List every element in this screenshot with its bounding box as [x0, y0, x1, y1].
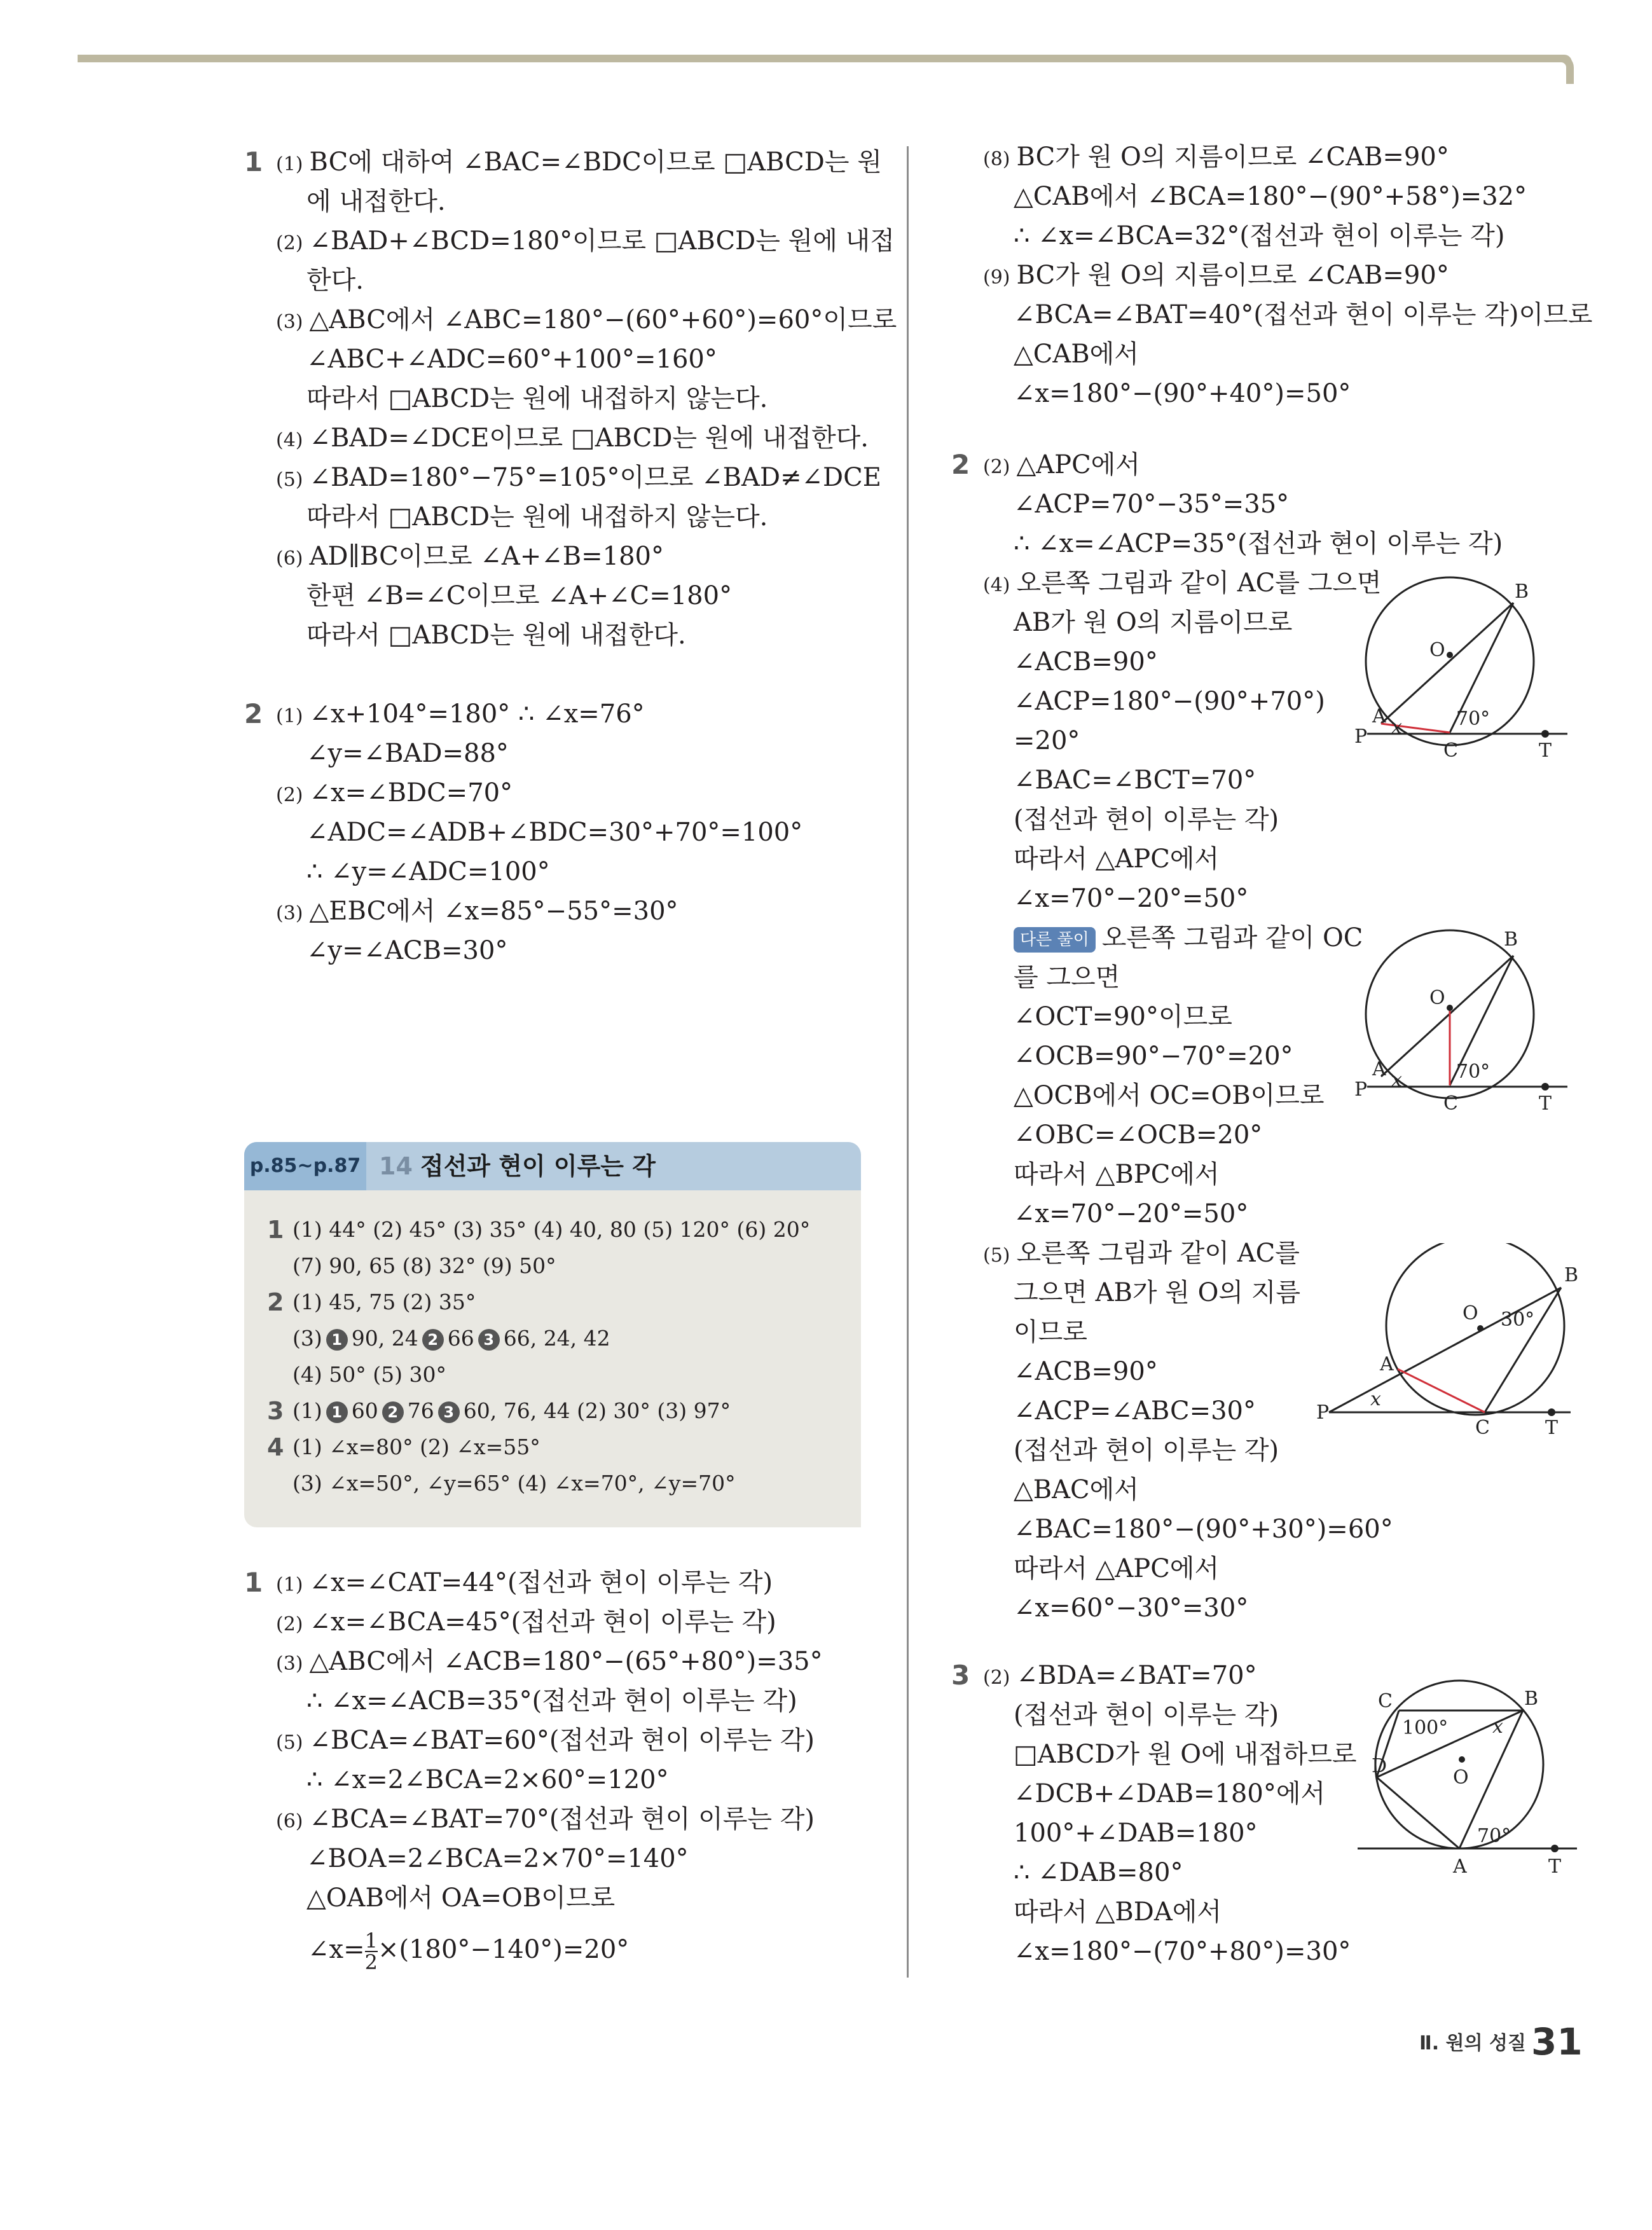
solution-line	[306, 343, 717, 375]
solution-line	[306, 856, 550, 888]
solution-line	[1014, 1395, 1256, 1427]
fig3-label-b: B	[1564, 1264, 1579, 1286]
line-text: ∠x=∠CAT=44°(접선과 현이 이루는 각)	[309, 1568, 773, 1597]
top-decor-bar-end	[1561, 55, 1574, 84]
answer-row	[293, 1398, 731, 1424]
solution-line	[1014, 685, 1325, 717]
solution-line	[983, 567, 1382, 602]
answer-row: (1) ∠x=80° (2) ∠x=55°	[293, 1435, 540, 1459]
sub-number: (3)	[276, 902, 303, 925]
line-text: △ABC에서 ∠ABC=180°−(60°+60°)=60°이므로	[309, 305, 897, 334]
fig3-label-x: x	[1370, 1388, 1381, 1410]
line-text: 에 내접한다.	[306, 187, 446, 216]
fig3-label-a: A	[1380, 1353, 1394, 1375]
line-text: △APC에서	[1016, 450, 1140, 479]
step-circle-icon: 1	[326, 1329, 348, 1351]
solution-line	[1014, 1001, 1232, 1033]
line-text: ∠BAC=∠BCT=70°	[1014, 766, 1256, 795]
fig4-label-o: O	[1453, 1766, 1469, 1789]
fig1-label-p: P	[1354, 726, 1368, 748]
fig3-label-o: O	[1463, 1302, 1478, 1325]
line-text: 한편 ∠B=∠C이므로 ∠A+∠C=180°	[306, 581, 733, 610]
line-text: ∠DCB+∠DAB=180°에서	[1014, 1779, 1326, 1808]
problem-number: 2	[244, 698, 263, 729]
fraction-numerator: 1	[364, 1929, 378, 1953]
answer-number: 3	[267, 1397, 284, 1425]
solution-line	[1014, 804, 1279, 836]
answer-text: 76	[407, 1398, 434, 1423]
solution-line	[306, 1843, 689, 1875]
answer-text: (3)	[293, 1326, 322, 1351]
line-text: 따라서 □ABCD는 원에 내접하지 않는다.	[306, 502, 768, 532]
line-text: BC가 원 O의 지름이므로 ∠CAB=90°	[1016, 261, 1449, 290]
solution-line	[276, 698, 645, 733]
solution-line	[1014, 299, 1592, 331]
fig4-label-c: C	[1378, 1690, 1393, 1712]
line-text: ∠ACB=90°	[1014, 1357, 1158, 1386]
solution-line	[1014, 1316, 1087, 1348]
line-text: 따라서 △APC에서	[1014, 1554, 1220, 1583]
answer-row: (4) 50° (5) 30°	[293, 1362, 446, 1387]
solution-line	[1014, 1513, 1393, 1545]
solution-line	[306, 265, 364, 296]
line-text: △OCB에서 OC=OB이므로	[1014, 1081, 1325, 1110]
fig2-label-t: T	[1539, 1092, 1552, 1115]
solution-line	[1014, 1778, 1325, 1810]
step-circle-icon: 2	[382, 1401, 404, 1423]
line-text: AD∥BC이므로 ∠A+∠B=180°	[309, 542, 664, 571]
solution-line	[1014, 922, 1363, 954]
fraction-post: ×(180°−140°)=20°	[377, 1935, 630, 1964]
solution-line	[306, 580, 732, 612]
fig2-angle: 70°	[1456, 1061, 1490, 1083]
line-text: 를 그으면	[1014, 963, 1120, 992]
sub-number: (2)	[983, 1667, 1010, 1689]
line-text: ∴ ∠x=∠BCA=32°(접선과 현이 이루는 각)	[1014, 221, 1505, 251]
page-range-tag: p.85~p.87	[244, 1142, 366, 1190]
answer-number: 4	[267, 1433, 284, 1461]
line-text: □ABCD가 원 O에 내접하므로	[1014, 1740, 1357, 1769]
line-text: ∴ ∠DAB=80°	[1014, 1858, 1183, 1887]
fig4-label-a: A	[1453, 1855, 1467, 1878]
section-title-text: 접선과 현이 이루는 각	[420, 1152, 656, 1180]
fraction-line	[308, 1931, 629, 1972]
line-text: (접선과 현이 이루는 각)	[1014, 1436, 1279, 1465]
line-text: ∠x=∠BCA=45°(접선과 현이 이루는 각)	[309, 1607, 776, 1637]
line-text: △OAB에서 OA=OB이므로	[306, 1883, 616, 1913]
answer-text: 66, 24, 42	[503, 1326, 610, 1351]
line-text: △ABC에서 ∠ACB=180°−(65°+80°)=35°	[309, 1647, 823, 1676]
sub-number: (2)	[276, 232, 303, 254]
sub-number: (9)	[983, 266, 1010, 289]
fig2-label-p: P	[1354, 1078, 1368, 1101]
fig2-label-o: O	[1429, 987, 1445, 1009]
solution-line	[306, 1685, 797, 1717]
line-text: ∠ABC+∠ADC=60°+100°=160°	[306, 345, 717, 374]
solution-line	[306, 186, 446, 217]
line-text: 따라서 △BPC에서	[1014, 1160, 1220, 1189]
line-text: 오른쪽 그림과 같이 AC를 그으면	[1016, 568, 1382, 598]
fig3-label-t: T	[1545, 1417, 1559, 1439]
solution-line	[1014, 961, 1120, 993]
line-text: △EBC에서 ∠x=85°−55°=30°	[309, 897, 678, 926]
solution-line	[1014, 1592, 1248, 1624]
solution-line	[306, 935, 507, 967]
solution-line	[306, 738, 509, 769]
solution-line	[306, 816, 802, 848]
fig2-label-b: B	[1504, 928, 1518, 951]
fig2-label-a: A	[1372, 1058, 1386, 1080]
solution-line	[1014, 378, 1351, 410]
line-text: 이므로	[1014, 1318, 1087, 1347]
section-number: 14	[379, 1152, 413, 1180]
line-text: ∠ACP=∠ABC=30°	[1014, 1396, 1256, 1426]
line-text: ∠BAD=∠DCE이므로 □ABCD는 원에 내접한다.	[309, 423, 869, 453]
solution-line	[1014, 1277, 1300, 1309]
fig4-label-x: x	[1492, 1716, 1503, 1738]
line-text: ∠BAD+∠BCD=180°이므로 □ABCD는 원에 내접	[309, 226, 895, 256]
solution-line	[1014, 1738, 1357, 1770]
sub-number: (4)	[276, 429, 303, 451]
step-circle-icon: 2	[422, 1329, 444, 1351]
line-text: ∠BCA=∠BAT=40°(접선과 현이 이루는 각)이므로	[1014, 300, 1593, 329]
solution-line	[1014, 1159, 1220, 1190]
sub-number: (1)	[276, 1574, 303, 1596]
fig1-label-b: B	[1515, 581, 1529, 603]
fig1-label-x: x	[1391, 716, 1402, 738]
line-text: ∴ ∠x=∠ACB=35°(접선과 현이 이루는 각)	[306, 1686, 797, 1716]
fig4-angle-2: 70°	[1477, 1825, 1511, 1847]
solution-line	[1014, 1040, 1293, 1072]
line-text: 오른쪽 그림과 같이 OC	[1101, 923, 1363, 953]
solution-line	[276, 422, 869, 457]
solution-line	[276, 540, 664, 575]
fraction	[365, 1931, 378, 1972]
line-text: 따라서 △BDA에서	[1014, 1897, 1222, 1927]
line-text: ∠x=60°−30°=30°	[1014, 1593, 1249, 1623]
solution-line	[306, 501, 767, 533]
answer-text: 60	[351, 1398, 378, 1423]
answer-text: 66	[447, 1326, 474, 1351]
top-decor-bar	[78, 55, 1572, 62]
line-text: =20°	[1014, 726, 1080, 755]
solution-line	[1014, 764, 1256, 796]
solution-line	[276, 1606, 776, 1641]
fig4-label-t: T	[1548, 1855, 1562, 1878]
solution-line	[1014, 646, 1158, 678]
answer-row: (3) ∠x=50°, ∠y=65° (4) ∠x=70°, ∠y=70°	[293, 1471, 736, 1496]
solution-line	[276, 462, 881, 496]
circle-figure-1	[1354, 572, 1577, 776]
solution-line	[276, 777, 513, 811]
line-text: △CAB에서	[1014, 340, 1139, 369]
line-text: ∠x=70°−20°=50°	[1014, 1199, 1249, 1229]
fig1-label-c: C	[1443, 740, 1458, 762]
line-text: ∠OBC=∠OCB=20°	[1014, 1120, 1263, 1150]
sub-number: (3)	[276, 311, 303, 333]
answer-text: 60, 76, 44 (2) 30° (3) 97°	[463, 1398, 731, 1423]
line-text: AB가 원 O의 지름이므로	[1014, 608, 1293, 637]
solution-line	[276, 1803, 815, 1838]
sub-number: (6)	[276, 547, 303, 570]
line-text: ∠ADC=∠ADB+∠BDC=30°+70°=100°	[306, 818, 803, 847]
solution-line	[983, 259, 1449, 294]
solution-line	[1014, 1435, 1279, 1466]
line-text: 그으면 AB가 원 O의 지름	[1014, 1278, 1301, 1307]
line-text: ∠y=∠ACB=30°	[306, 936, 508, 965]
solution-line	[1014, 1474, 1139, 1506]
step-circle-icon: 3	[478, 1329, 500, 1351]
line-text: △CAB에서 ∠BCA=180°−(90°+58°)=32°	[1014, 182, 1527, 211]
line-text: ∠x=70°−20°=50°	[1014, 884, 1249, 913]
answer-row	[293, 1326, 610, 1351]
fig1-label-a: A	[1372, 705, 1386, 727]
line-text: 따라서 □ABCD는 원에 내접한다.	[306, 621, 686, 650]
line-text: ∠BDA=∠BAT=70°	[1016, 1661, 1257, 1690]
line-text: ∠BAD=180°−75°=105°이므로 ∠BAD≠∠DCE	[309, 463, 881, 492]
column-divider	[907, 146, 909, 1978]
solution-line	[983, 141, 1449, 176]
step-circle-icon: 3	[438, 1401, 460, 1423]
solution-line	[1014, 1119, 1262, 1151]
fig2-label-c: C	[1443, 1092, 1458, 1115]
line-text: ∠y=∠BAD=88°	[306, 739, 509, 768]
alt-solution-badge: 다른 풀이	[1014, 927, 1096, 953]
solution-line	[276, 225, 895, 259]
line-text: ∠x=∠BDC=70°	[309, 778, 513, 808]
answer-text: 90, 24	[351, 1326, 418, 1351]
line-text: BC가 원 O의 지름이므로 ∠CAB=90°	[1016, 142, 1449, 172]
fig3-label-p: P	[1316, 1401, 1330, 1424]
solution-line	[1014, 1699, 1279, 1731]
sub-number: (5)	[276, 1731, 303, 1754]
line-text: ∴ ∠x=∠ACP=35°(접선과 현이 이루는 각)	[1014, 529, 1503, 558]
line-text: ∠x=180°−(90°+40°)=50°	[1014, 379, 1351, 408]
line-text: 한다.	[306, 266, 364, 295]
chapter-footer: Ⅱ. 원의 성질	[1419, 2032, 1526, 2054]
fig1-label-o: O	[1429, 639, 1445, 661]
sub-number: (8)	[983, 148, 1010, 170]
sub-number: (4)	[983, 574, 1010, 596]
fraction-denominator: 2	[364, 1950, 378, 1974]
solution-line	[276, 1567, 773, 1601]
line-text: △BAC에서	[1014, 1475, 1139, 1504]
step-circle-icon: 1	[326, 1401, 348, 1423]
solution-line	[1014, 843, 1219, 875]
line-text: 100°+∠DAB=180°	[1014, 1819, 1258, 1848]
solution-line	[1014, 1080, 1325, 1112]
fig4-label-b: B	[1524, 1688, 1539, 1710]
solution-line	[1014, 883, 1248, 914]
answer-row: (7) 90, 65 (8) 32° (9) 50°	[293, 1253, 556, 1278]
sub-number: (6)	[276, 1810, 303, 1833]
answer-row: (1) 45, 75 (2) 35°	[293, 1290, 476, 1314]
circle-figure-2	[1354, 925, 1577, 1129]
line-text: 오른쪽 그림과 같이 AC를	[1016, 1239, 1300, 1268]
answer-number: 1	[267, 1216, 284, 1244]
solution-line	[1014, 1198, 1248, 1230]
problem-number: 1	[244, 1567, 263, 1598]
solution-line	[983, 1660, 1257, 1694]
solution-line	[276, 1646, 823, 1680]
circle-figure-3	[1316, 1243, 1583, 1447]
sub-number: (2)	[276, 784, 303, 806]
circle-figure-4	[1358, 1676, 1580, 1879]
solution-line	[276, 146, 882, 181]
sub-number: (2)	[276, 1613, 303, 1635]
page-number: 31	[1531, 2020, 1583, 2063]
fig4-angle-1: 100°	[1402, 1717, 1449, 1739]
solution-line	[1014, 338, 1139, 370]
solution-line	[306, 1764, 669, 1796]
solution-line	[1014, 1553, 1219, 1585]
solution-line	[1014, 181, 1527, 212]
sub-number: (5)	[983, 1244, 1010, 1267]
solution-line	[276, 1724, 815, 1759]
fig2-label-x: x	[1391, 1069, 1402, 1091]
line-text: ∠ACP=70°−35°=35°	[1014, 490, 1290, 519]
line-text: ∠BCA=∠BAT=60°(접선과 현이 이루는 각)	[309, 1726, 815, 1755]
solution-line	[1014, 607, 1292, 638]
line-text: ∠OCT=90°이므로	[1014, 1002, 1232, 1031]
problem-number: 2	[951, 449, 970, 480]
sub-number: (5)	[276, 469, 303, 491]
fig3-label-c: C	[1475, 1417, 1490, 1439]
line-text: (접선과 현이 이루는 각)	[1014, 1700, 1279, 1730]
fig1-label-t: T	[1539, 740, 1552, 762]
line-text: BC에 대하여 ∠BAC=∠BDC이므로 □ABCD는 원	[309, 148, 882, 177]
solution-line	[983, 1237, 1300, 1272]
sub-number: (1)	[276, 153, 303, 176]
fig1-angle: 70°	[1456, 708, 1490, 730]
solution-line	[1014, 1896, 1222, 1928]
solution-line	[1014, 220, 1504, 252]
solution-line	[306, 619, 686, 651]
line-text: ∠x+104°=180° ∴ ∠x=76°	[309, 699, 645, 729]
solution-line	[983, 449, 1140, 483]
solution-line	[1014, 488, 1289, 520]
solution-line	[276, 304, 897, 338]
line-text: ∠BCA=∠BAT=70°(접선과 현이 이루는 각)	[309, 1805, 815, 1834]
fraction-pre: ∠x=	[308, 1935, 365, 1964]
section-title	[379, 1142, 656, 1190]
solution-line	[1014, 1817, 1258, 1849]
line-text: ∠OCB=90°−70°=20°	[1014, 1042, 1293, 1071]
solution-line	[1014, 528, 1503, 560]
line-text: (접선과 현이 이루는 각)	[1014, 805, 1279, 834]
sub-number: (2)	[983, 456, 1010, 478]
solution-line	[1014, 1936, 1351, 1967]
line-text: 따라서 △APC에서	[1014, 844, 1220, 874]
problem-number: 1	[244, 146, 263, 177]
problem-number: 3	[951, 1660, 970, 1691]
line-text: ∠x=180°−(70°+80°)=30°	[1014, 1937, 1351, 1966]
fig4-label-d: D	[1372, 1755, 1387, 1777]
solution-line	[306, 383, 767, 415]
fig3-angle: 30°	[1501, 1309, 1535, 1331]
sub-number: (1)	[276, 705, 303, 727]
line-text: ∠BAC=180°−(90°+30°)=60°	[1014, 1515, 1393, 1544]
solution-line	[1014, 1857, 1183, 1889]
line-text: 따라서 □ABCD는 원에 내접하지 않는다.	[306, 384, 768, 413]
solution-line	[1014, 725, 1080, 757]
line-text: ∴ ∠x=2∠BCA=2×60°=120°	[306, 1765, 669, 1794]
line-text: ∴ ∠y=∠ADC=100°	[306, 857, 550, 886]
solution-line	[306, 1882, 615, 1914]
line-text: ∠ACB=90°	[1014, 647, 1158, 677]
solution-line	[276, 895, 678, 930]
solution-line	[1014, 1356, 1158, 1387]
answer-number: 2	[267, 1288, 284, 1316]
answer-row: (1) 44° (2) 45° (3) 35° (4) 40, 80 (5) 120° (6) 20°	[293, 1217, 811, 1242]
line-text: ∠BOA=2∠BCA=2×70°=140°	[306, 1844, 689, 1873]
line-text: ∠ACP=180°−(90°+70°)	[1014, 687, 1325, 716]
sub-number: (3)	[276, 1653, 303, 1675]
answer-text: (1)	[293, 1398, 322, 1423]
